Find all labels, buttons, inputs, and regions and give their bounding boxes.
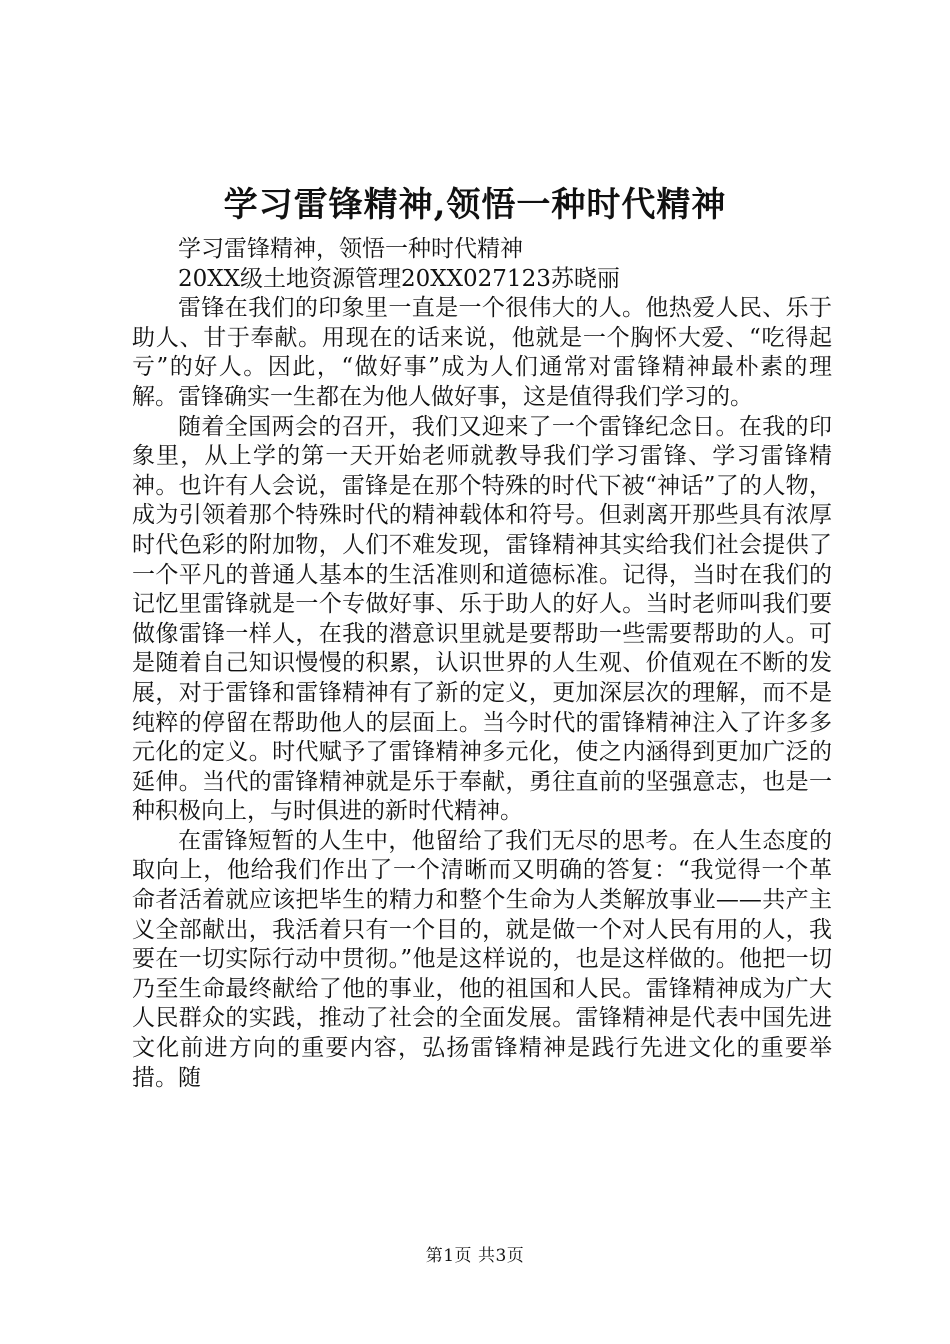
body-paragraph-3: 在雷锋短暂的人生中，他留给了我们无尽的思考。在人生态度的取向上，他给我们作出了一个清晰而又明确的答复：“我觉得一个革命者活着就应该把毕生的精力和整个生命为人类解放事业——共产主义全部献出，我活着只有一个目的，就是做一个对人民有用的人，我要在一切实际行动中贯彻。”他是这样说的，也是这样做的。他把一切乃至生命最终献给了他的事业，他的祖国和人民。雷锋精神成为广大人民群众的实践，推动了社会的全面发展。雷锋精神是代表中国先进文化前进方向的重要内容，弘扬雷锋精神是践行先进文化的重要举措。随: [132, 827, 832, 1091]
page-number-footer: 第1页 共3页: [425, 1246, 525, 1266]
document-title: 学习雷锋精神,领悟一种时代精神: [223, 185, 727, 225]
subtitle-line: 学习雷锋精神，领悟一种时代精神: [178, 236, 523, 262]
body-paragraph-1: 雷锋在我们的印象里一直是一个很伟大的人。他热爱人民、乐于助人、甘于奉献。用现在的话来说，他就是一个胸怀大爱、“吃得起亏”的好人。因此，“做好事”成为人们通常对雷锋精神最朴素的理解。雷锋确实一生都在为他人做好事，这是值得我们学习的。: [132, 295, 832, 410]
author-line: 20XX级土地资源管理20XX027123苏晓丽: [178, 265, 620, 292]
body-paragraph-2: 随着全国两会的召开，我们又迎来了一个雷锋纪念日。在我的印象里，从上学的第一天开始老师就教导我们学习雷锋、学习雷锋精神。也许有人会说，雷锋是在那个特殊的时代下被“神话”了的人物，成为引领着那个特殊时代的精神载体和符号。但剥离开那些具有浓厚时代色彩的附加物，人们不难发现，雷锋精神其实给我们社会提供了一个平凡的普通人基本的生活准则和道德标准。记得，当时在我们的记忆里雷锋就是一个专做好事、乐于助人的好人。当时老师叫我们要做像雷锋一样人，在我的潜意识里就是要帮助一些需要帮助的人。可是随着自己知识慢慢的积累，认识世界的人生观、价值观在不断的发展，对于雷锋和雷锋精神有了新的定义，更加深层次的理解，而不是纯粹的停留在帮助他人的层面上。当今时代的雷锋精神注入了许多多元化的定义。时代赋予了雷锋精神多元化，使之内涵得到更加广泛的延伸。当代的雷锋精神就是乐于奉献，勇往直前的坚强意志，也是一种积极向上，与时俱进的新时代精神。: [132, 413, 832, 825]
document-body: [132, 235, 832, 1093]
